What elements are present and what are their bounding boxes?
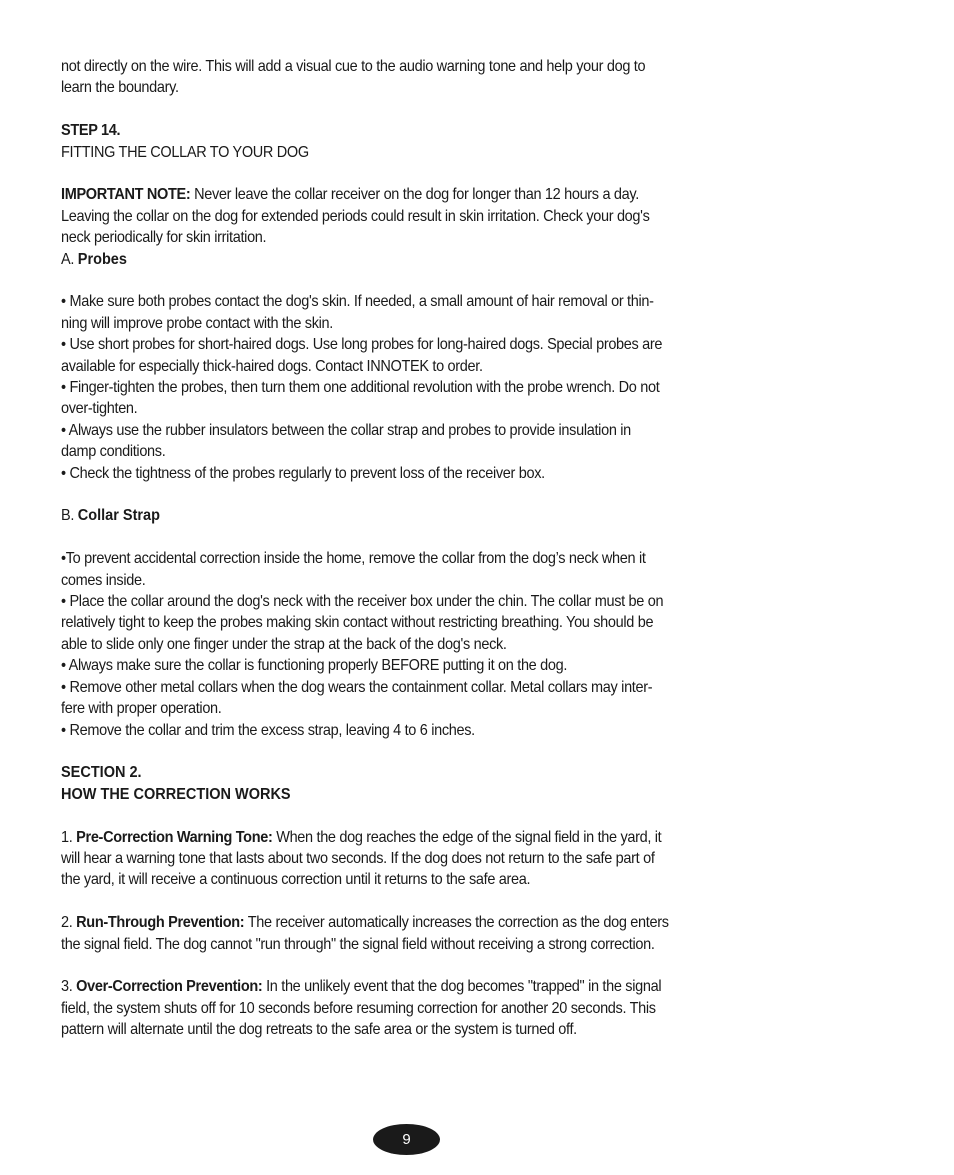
correction-item-label: Pre-Correction Warning Tone: bbox=[76, 828, 273, 846]
probes-heading bbox=[61, 249, 751, 270]
probes-line: • Finger-tighten the probes, then turn them one additional revolution with the probe wrench. Do not bbox=[61, 379, 660, 397]
correction-item-number: 3. bbox=[61, 978, 77, 996]
correction-item-text: The receiver automatically increases the correction as the dog enters bbox=[244, 914, 669, 932]
important-note-line-1 bbox=[61, 184, 751, 205]
correction-item-1-line-3: the yard, it will receive a continuous correction until it returns to the safe area. bbox=[61, 871, 531, 889]
section-2-heading: SECTION 2. bbox=[61, 764, 142, 782]
correction-item-2-line-1 bbox=[61, 912, 751, 933]
probes-line: damp conditions. bbox=[61, 443, 166, 461]
collar-strap-line: able to slide only one finger under the strap at the back of the dog's neck. bbox=[61, 635, 507, 653]
probes-line: over-tighten. bbox=[61, 400, 138, 418]
page-number-badge: 9 bbox=[373, 1124, 440, 1155]
probes-prefix: A. bbox=[61, 250, 78, 268]
important-note-line-3: neck periodically for skin irritation. bbox=[61, 229, 267, 247]
probes-line: • Check the tightness of the probes regularly to prevent loss of the receiver box. bbox=[61, 464, 545, 482]
correction-item-text: When the dog reaches the edge of the signal field in the yard, it bbox=[272, 828, 662, 846]
correction-item-text: In the unlikely event that the dog becomes "trapped" in the signal bbox=[262, 978, 662, 996]
collar-strap-line: • Place the collar around the dog's neck with the receiver box under the chin. The collar must be on bbox=[61, 593, 664, 611]
correction-item-1-line-1 bbox=[61, 827, 751, 848]
collar-strap-title: Collar Strap bbox=[77, 507, 160, 525]
probes-line: • Use short probes for short-haired dogs. Use long probes for long-haired dogs. Special probes are bbox=[61, 336, 663, 354]
step-14-heading: STEP 14. bbox=[61, 122, 121, 140]
intro-line-2: learn the boundary. bbox=[61, 79, 179, 97]
correction-item-2-line-2: the signal field. The dog cannot "run through" the signal field without receiving a strong correction. bbox=[61, 935, 655, 953]
collar-strap-heading bbox=[61, 505, 751, 526]
collar-strap-line: • Remove the collar and trim the excess strap, leaving 4 to 6 inches. bbox=[61, 721, 475, 739]
important-note-text: Never leave the collar receiver on the dog for longer than 12 hours a day. bbox=[190, 186, 639, 204]
collar-strap-line: relatively tight to keep the probes making skin contact without restricting breathing. You should be bbox=[61, 614, 654, 632]
correction-item-number: 2. bbox=[61, 914, 77, 932]
manual-page-body bbox=[61, 56, 751, 1041]
collar-strap-line: •To prevent accidental correction inside the home, remove the collar from the dog’s neck when it bbox=[61, 550, 646, 568]
correction-item-label: Run-Through Prevention: bbox=[76, 914, 245, 932]
collar-strap-line: • Always make sure the collar is functioning properly BEFORE putting it on the dog. bbox=[61, 657, 568, 675]
correction-item-1-line-2: will hear a warning tone that lasts about two seconds. If the dog does not return to the safe part of bbox=[61, 849, 655, 867]
collar-strap-line: comes inside. bbox=[61, 571, 146, 589]
probes-title: Probes bbox=[77, 250, 127, 268]
important-note-label: IMPORTANT NOTE: bbox=[61, 186, 191, 204]
section-2-subheading: HOW THE CORRECTION WORKS bbox=[61, 785, 291, 803]
collar-strap-line: fere with proper operation. bbox=[61, 700, 222, 718]
probes-line: available for especially thick-haired dogs. Contact INNOTEK to order. bbox=[61, 357, 483, 375]
step-14-subheading: FITTING THE COLLAR TO YOUR DOG bbox=[61, 143, 309, 161]
probes-line: • Always use the rubber insulators between the collar strap and probes to provide insulation in bbox=[61, 421, 631, 439]
important-note-line-2: Leaving the collar on the dog for extended periods could result in skin irritation. Check your dog's bbox=[61, 207, 650, 225]
collar-strap-prefix: B. bbox=[61, 507, 78, 525]
correction-item-number: 1. bbox=[61, 828, 77, 846]
correction-item-3-line-3: pattern will alternate until the dog retreats to the safe area or the system is turned off. bbox=[61, 1021, 577, 1039]
probes-line: ning will improve probe contact with the skin. bbox=[61, 314, 333, 332]
correction-item-3-line-1 bbox=[61, 976, 751, 997]
intro-line-1: not directly on the wire. This will add a visual cue to the audio warning tone and help your dog to bbox=[61, 58, 646, 75]
collar-strap-line: • Remove other metal collars when the dog wears the containment collar. Metal collars may inter- bbox=[61, 678, 653, 696]
probes-line: • Make sure both probes contact the dog's skin. If needed, a small amount of hair removal or thin- bbox=[61, 293, 654, 311]
correction-item-3-line-2: field, the system shuts off for 10 seconds before resuming correction for another 20 seconds. This bbox=[61, 999, 656, 1017]
correction-item-label: Over-Correction Prevention: bbox=[76, 978, 263, 996]
